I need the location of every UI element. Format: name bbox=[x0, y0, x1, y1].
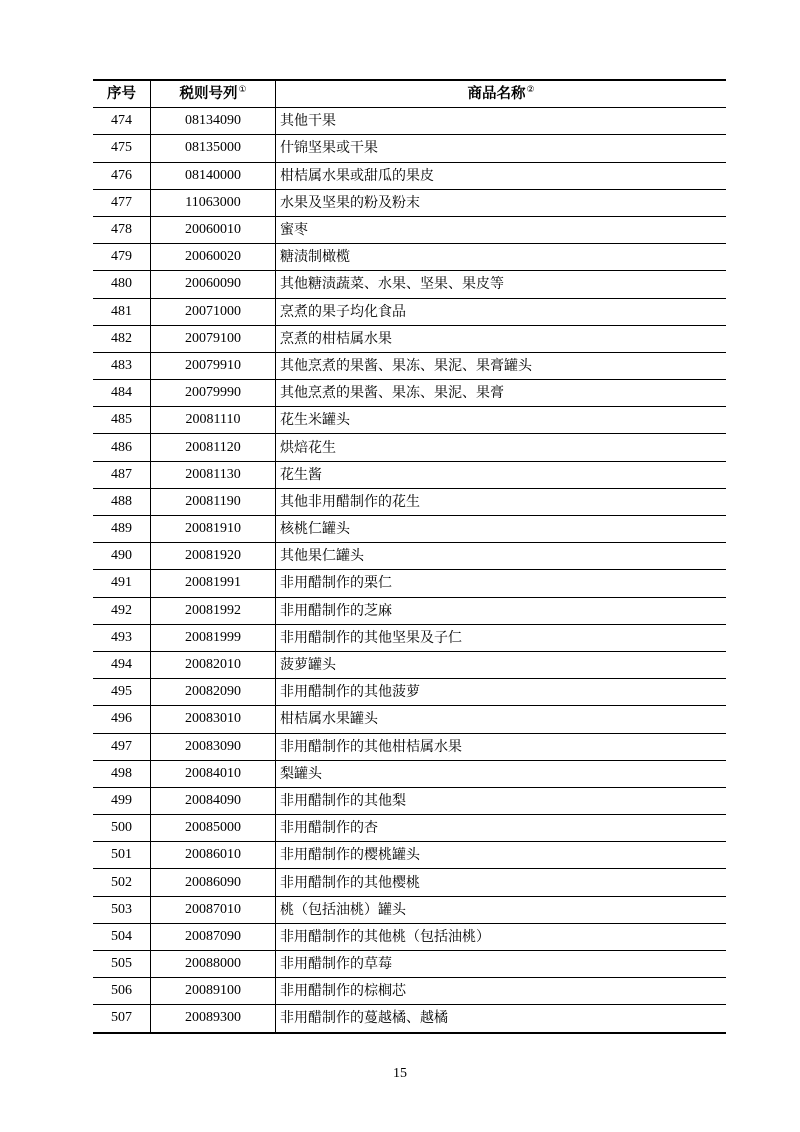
tariff-code-cell: 20086090 bbox=[151, 869, 276, 896]
product-name-cell: 烹煮的果子均化食品 bbox=[276, 298, 727, 325]
serial-number-cell: 475 bbox=[93, 135, 151, 162]
table-row bbox=[93, 380, 726, 407]
product-name-cell: 水果及坚果的粉及粉末 bbox=[276, 189, 727, 216]
table-row bbox=[93, 624, 726, 651]
table-row bbox=[93, 271, 726, 298]
product-name-cell: 糖渍制橄榄 bbox=[276, 244, 727, 271]
serial-number-cell: 491 bbox=[93, 570, 151, 597]
product-name-cell: 柑桔属水果或甜瓜的果皮 bbox=[276, 162, 727, 189]
tariff-code-cell: 20084090 bbox=[151, 787, 276, 814]
product-name-cell: 花生酱 bbox=[276, 461, 727, 488]
serial-number-cell: 476 bbox=[93, 162, 151, 189]
serial-number-cell: 485 bbox=[93, 407, 151, 434]
tariff-code-cell: 20060020 bbox=[151, 244, 276, 271]
tariff-code-cell: 20087090 bbox=[151, 923, 276, 950]
table-row bbox=[93, 951, 726, 978]
table-row bbox=[93, 135, 726, 162]
serial-number-cell: 474 bbox=[93, 108, 151, 135]
tariff-code-cell: 20089100 bbox=[151, 978, 276, 1005]
table-row bbox=[93, 298, 726, 325]
product-name-cell: 非用醋制作的其他菠萝 bbox=[276, 679, 727, 706]
tariff-code-cell: 20088000 bbox=[151, 951, 276, 978]
serial-number-cell: 507 bbox=[93, 1005, 151, 1033]
tariff-code-cell: 20081910 bbox=[151, 516, 276, 543]
tariff-code-cell: 20085000 bbox=[151, 815, 276, 842]
tariff-code-cell: 20081190 bbox=[151, 488, 276, 515]
table-row bbox=[93, 407, 726, 434]
tariff-code-cell: 20084010 bbox=[151, 760, 276, 787]
table-row bbox=[93, 679, 726, 706]
serial-number-cell: 489 bbox=[93, 516, 151, 543]
tariff-code-cell: 20081991 bbox=[151, 570, 276, 597]
tariff-code-cell: 08135000 bbox=[151, 135, 276, 162]
tariff-code-cell: 20081999 bbox=[151, 624, 276, 651]
serial-number-cell: 493 bbox=[93, 624, 151, 651]
table-row bbox=[93, 216, 726, 243]
footnote-mark-2: ② bbox=[526, 85, 535, 96]
tariff-code-cell: 20082010 bbox=[151, 651, 276, 678]
table-row bbox=[93, 516, 726, 543]
serial-number-cell: 481 bbox=[93, 298, 151, 325]
table-row bbox=[93, 325, 726, 352]
table-row bbox=[93, 162, 726, 189]
header-tariff-code: 税则号列① bbox=[151, 80, 276, 108]
product-name-cell: 核桃仁罐头 bbox=[276, 516, 727, 543]
table-row bbox=[93, 352, 726, 379]
product-name-cell: 什锦坚果或干果 bbox=[276, 135, 727, 162]
tariff-code-cell: 20081920 bbox=[151, 543, 276, 570]
product-name-cell: 非用醋制作的其他桃（包括油桃） bbox=[276, 923, 727, 950]
serial-number-cell: 488 bbox=[93, 488, 151, 515]
product-name-cell: 烹煮的柑桔属水果 bbox=[276, 325, 727, 352]
product-name-cell: 非用醋制作的其他梨 bbox=[276, 787, 727, 814]
serial-number-cell: 479 bbox=[93, 244, 151, 271]
product-name-cell: 非用醋制作的其他樱桃 bbox=[276, 869, 727, 896]
table-row bbox=[93, 244, 726, 271]
table-body bbox=[93, 108, 726, 1033]
serial-number-cell: 478 bbox=[93, 216, 151, 243]
product-name-cell: 非用醋制作的其他柑桔属水果 bbox=[276, 733, 727, 760]
tariff-code-cell: 20083010 bbox=[151, 706, 276, 733]
serial-number-cell: 496 bbox=[93, 706, 151, 733]
tariff-code-cell: 20081130 bbox=[151, 461, 276, 488]
table-row bbox=[93, 869, 726, 896]
serial-number-cell: 484 bbox=[93, 380, 151, 407]
tariff-code-cell: 11063000 bbox=[151, 189, 276, 216]
tariff-code-cell: 20060090 bbox=[151, 271, 276, 298]
table-row bbox=[93, 488, 726, 515]
product-name-cell: 蜜枣 bbox=[276, 216, 727, 243]
product-name-cell: 非用醋制作的草莓 bbox=[276, 951, 727, 978]
serial-number-cell: 497 bbox=[93, 733, 151, 760]
product-name-cell: 桃（包括油桃）罐头 bbox=[276, 896, 727, 923]
tariff-code-cell: 20082090 bbox=[151, 679, 276, 706]
product-name-cell: 烘焙花生 bbox=[276, 434, 727, 461]
table-row bbox=[93, 1005, 726, 1033]
tariff-code-cell: 20071000 bbox=[151, 298, 276, 325]
tariff-code-cell: 20079910 bbox=[151, 352, 276, 379]
serial-number-cell: 504 bbox=[93, 923, 151, 950]
tariff-code-cell: 20060010 bbox=[151, 216, 276, 243]
product-name-cell: 非用醋制作的樱桃罐头 bbox=[276, 842, 727, 869]
table-row bbox=[93, 706, 726, 733]
table-row bbox=[93, 760, 726, 787]
table-row bbox=[93, 651, 726, 678]
product-name-cell: 其他非用醋制作的花生 bbox=[276, 488, 727, 515]
tariff-code-cell: 20081992 bbox=[151, 597, 276, 624]
serial-number-cell: 480 bbox=[93, 271, 151, 298]
table-row bbox=[93, 189, 726, 216]
serial-number-cell: 500 bbox=[93, 815, 151, 842]
serial-number-cell: 490 bbox=[93, 543, 151, 570]
tariff-code-cell: 20079100 bbox=[151, 325, 276, 352]
table-row bbox=[93, 570, 726, 597]
serial-number-cell: 495 bbox=[93, 679, 151, 706]
tariff-code-cell: 20089300 bbox=[151, 1005, 276, 1033]
product-name-cell: 其他烹煮的果酱、果冻、果泥、果膏 bbox=[276, 380, 727, 407]
tariff-code-cell: 20081110 bbox=[151, 407, 276, 434]
product-name-cell: 其他干果 bbox=[276, 108, 727, 135]
table-row bbox=[93, 733, 726, 760]
product-name-cell: 菠萝罐头 bbox=[276, 651, 727, 678]
table-row bbox=[93, 434, 726, 461]
tariff-code-cell: 20087010 bbox=[151, 896, 276, 923]
product-name-cell: 其他果仁罐头 bbox=[276, 543, 727, 570]
tariff-code-cell: 20086010 bbox=[151, 842, 276, 869]
table-row bbox=[93, 923, 726, 950]
serial-number-cell: 498 bbox=[93, 760, 151, 787]
serial-number-cell: 503 bbox=[93, 896, 151, 923]
table-row bbox=[93, 108, 726, 135]
product-name-cell: 柑桔属水果罐头 bbox=[276, 706, 727, 733]
page-number: 15 bbox=[393, 1066, 407, 1081]
tariff-code-cell: 20083090 bbox=[151, 733, 276, 760]
product-name-cell: 其他烹煮的果酱、果冻、果泥、果膏罐头 bbox=[276, 352, 727, 379]
tariff-code-cell: 08140000 bbox=[151, 162, 276, 189]
serial-number-cell: 502 bbox=[93, 869, 151, 896]
tariff-code-cell: 08134090 bbox=[151, 108, 276, 135]
table-row bbox=[93, 815, 726, 842]
serial-number-cell: 501 bbox=[93, 842, 151, 869]
table-row bbox=[93, 461, 726, 488]
product-name-cell: 非用醋制作的杏 bbox=[276, 815, 727, 842]
table-row bbox=[93, 597, 726, 624]
product-name-cell: 非用醋制作的芝麻 bbox=[276, 597, 727, 624]
serial-number-cell: 477 bbox=[93, 189, 151, 216]
serial-number-cell: 487 bbox=[93, 461, 151, 488]
product-name-cell: 梨罐头 bbox=[276, 760, 727, 787]
serial-number-cell: 505 bbox=[93, 951, 151, 978]
table-row bbox=[93, 978, 726, 1005]
serial-number-cell: 483 bbox=[93, 352, 151, 379]
serial-number-cell: 499 bbox=[93, 787, 151, 814]
product-name-cell: 非用醋制作的其他坚果及子仁 bbox=[276, 624, 727, 651]
product-name-cell: 非用醋制作的栗仁 bbox=[276, 570, 727, 597]
serial-number-cell: 494 bbox=[93, 651, 151, 678]
serial-number-cell: 492 bbox=[93, 597, 151, 624]
product-name-cell: 其他糖渍蔬菜、水果、坚果、果皮等 bbox=[276, 271, 727, 298]
serial-number-cell: 486 bbox=[93, 434, 151, 461]
header-product-name: 商品名称② bbox=[276, 80, 727, 108]
tariff-code-cell: 20081120 bbox=[151, 434, 276, 461]
serial-number-cell: 506 bbox=[93, 978, 151, 1005]
product-name-cell: 非用醋制作的棕榈芯 bbox=[276, 978, 727, 1005]
product-name-cell: 非用醋制作的蔓越橘、越橘 bbox=[276, 1005, 727, 1033]
footnote-mark-1: ① bbox=[238, 85, 247, 96]
table-row bbox=[93, 787, 726, 814]
header-serial-number: 序号 bbox=[93, 80, 151, 108]
tariff-code-cell: 20079990 bbox=[151, 380, 276, 407]
table-row bbox=[93, 842, 726, 869]
table-row bbox=[93, 896, 726, 923]
table-header-row bbox=[93, 80, 726, 108]
table-row bbox=[93, 543, 726, 570]
serial-number-cell: 482 bbox=[93, 325, 151, 352]
product-name-cell: 花生米罐头 bbox=[276, 407, 727, 434]
tariff-table bbox=[93, 79, 726, 1034]
